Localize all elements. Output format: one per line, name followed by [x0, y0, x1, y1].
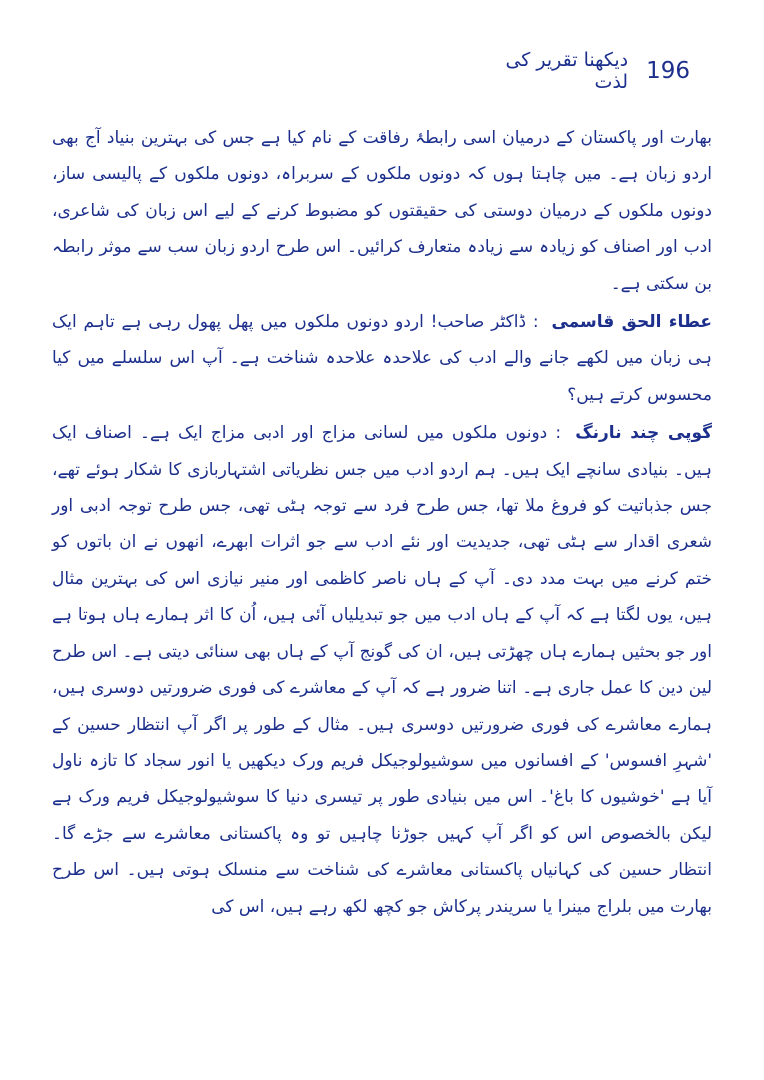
page-header [470, 50, 690, 92]
paragraph-text: : ڈاکٹر صاحب! اردو دونوں ملکوں میں پھل پھول رہی ہے تاہم ایک ہی زبان میں لکھے جانے والے ادب کی علاحدہ علاحدہ شناخت ہے۔ آپ اس سلسلے میں کیا محسوس کرتے ہیں؟ [52, 312, 712, 405]
page-number: 196 [646, 58, 690, 84]
running-title: دیکھنا تقریر کی لذت [505, 49, 629, 93]
paragraph-text: بھارت اور پاکستان کے درمیان اسی رابطۂ رفاقت کے نام کیا ہے جس کی بہترین بنیاد آج بھی اردو زبان ہے۔ میں چاہتا ہوں کہ دونوں ملکوں کے سربراہ، دونوں ملکوں کے پالیسی ساز، دونوں ملکوں کے درمیان دوستی کی حقیقتوں کو مضبوط کرنے کے لیے اس زبان کی شاعری، ادب اور اصناف کو زیادہ سے زیادہ متعارف کرائیں۔ اس طرح اردو زبان سب سے موثر رابطہ بن سکتی ہے۔ [52, 128, 712, 294]
paragraph-narang [52, 415, 712, 925]
paragraph-intro [52, 120, 712, 302]
paragraph-text: : دونوں ملکوں میں لسانی مزاج اور ادبی مزاج ایک ہے۔ اصناف ایک ہیں۔ بنیادی سانچے ایک ہیں۔ ہم اردو ادب میں جس نظریاتی اشتہاربازی کا شکار ہوئے تھے، جس جذباتیت کو فروغ ملا تھا، جس طرح فرد سے توجہ ہٹی تھی، جس طرح توجہ ادبی اور شعری اقدار سے ہٹی تھی، جدیدیت اور نئے ادب سے جو اثرات ابھرے، انھوں نے ان باتوں کو ختم کرنے میں بہت مدد دی۔ آپ کے ہاں ناصر کاظمی اور منیر نیازی اس کی بہترین مثال ہیں، یوں لگتا ہے کہ آپ کے ہاں ادب میں جو تبدیلیاں آئی ہیں، اُن کا اثر ہمارے ہاں ہوتا ہے اور جو بحثیں ہمارے ہاں چھڑتی ہیں، ان کی گونج آپ کے ہاں بھی سنائی دیتی ہے۔ اس طرح لین دین کا عمل جاری ہے۔ اتنا ضرور ہے کہ آپ کے معاشرے کی فوری ضرورتیں دوسری ہیں، ہمارے معاشرے کی فوری ضرورتیں دوسری ہیں۔ مثال کے طور پر اگر آپ انتظار حسین کے 'شہرِ افسوس' کے افسانوں میں سوشیولوجیکل فریم ورک دیکھیں یا انور سجاد کا تازہ ناول آیا ہے 'خوشیوں کا باغ'۔ اس میں بنیادی طور پر تیسری دنیا کا سوشیولوجیکل فریم ورک ہے لیکن بالخصوص اس کو اگر آپ کہیں جوڑنا چاہیں تو وہ پاکستانی معاشرے سے جڑے گا۔ انتظار حسین کی کہانیاں پاکستانی معاشرے کی شناخت سے منسلک ہوتی ہیں۔ اس طرح بھارت میں بلراج مینرا یا سریندر پرکاش جو کچھ لکھ رہے ہیں، اس کی [52, 423, 712, 917]
speaker-name: گوپی چند نارنگ [575, 423, 713, 444]
paragraph-qasmi [52, 304, 712, 413]
speaker-name: عطاء الحق قاسمی [551, 312, 712, 333]
page-body [52, 120, 712, 927]
